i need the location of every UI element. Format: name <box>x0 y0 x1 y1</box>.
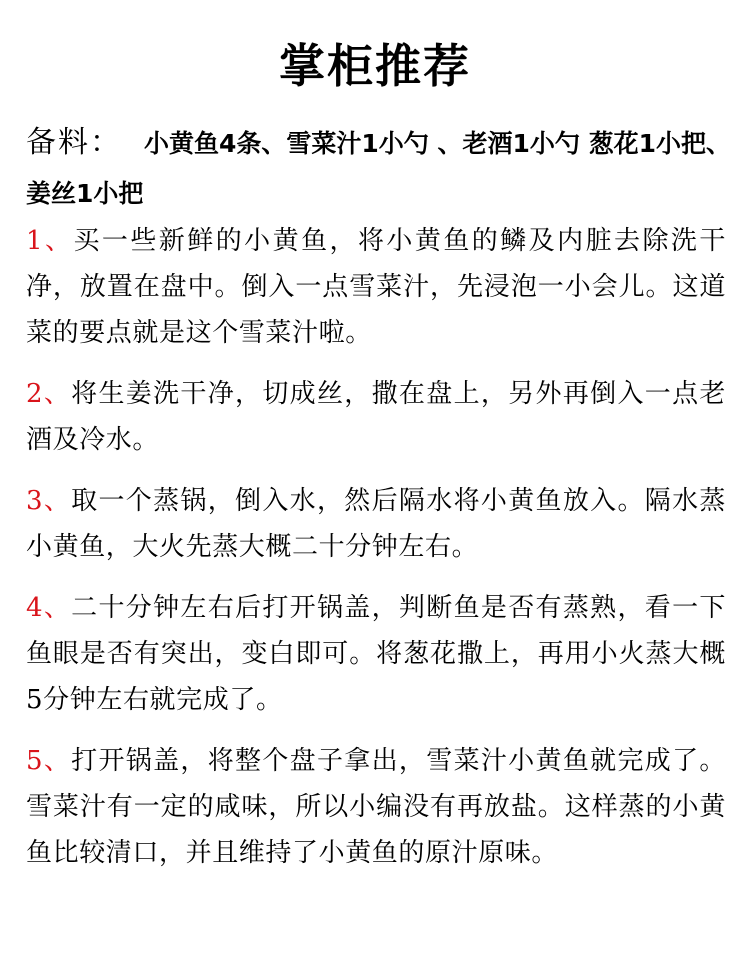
step-2 <box>26 371 726 463</box>
ingredients-section <box>26 118 731 219</box>
step-5 <box>26 738 726 876</box>
steps-list <box>26 218 726 891</box>
ingredients-list: 小黄鱼4条、雪菜汁1小勺 、老酒1小勺 葱花1小把、姜丝1小把 <box>26 129 731 208</box>
step-text: 买一些新鲜的小黄鱼，将小黄鱼的鳞及内脏去除洗干净，放置在盘中。倒入一点雪菜汁，先浸泡一小会儿。这道菜的要点就是这个雪菜汁啦。 <box>26 226 726 348</box>
page-title: 掌柜推荐 <box>279 39 471 93</box>
step-number: 4、 <box>26 593 72 623</box>
step-4 <box>26 585 726 723</box>
step-number: 1、 <box>26 226 74 256</box>
step-number: 5、 <box>26 746 72 776</box>
step-text: 取一个蒸锅，倒入水，然后隔水将小黄鱼放入。隔水蒸小黄鱼，大火先蒸大概二十分钟左右。 <box>26 486 726 562</box>
step-1 <box>26 218 726 356</box>
step-number: 2、 <box>26 379 72 409</box>
step-text: 二十分钟左右后打开锅盖，判断鱼是否有蒸熟，看一下鱼眼是否有突出，变白即可。将葱花撒上，再用小火蒸大概5分钟左右就完成了。 <box>26 593 726 715</box>
step-text: 将生姜洗干净，切成丝，撒在盘上，另外再倒入一点老酒及冷水。 <box>26 379 726 455</box>
step-number: 3、 <box>26 486 72 516</box>
step-3 <box>26 478 726 570</box>
step-text: 打开锅盖，将整个盘子拿出，雪菜汁小黄鱼就完成了。雪菜汁有一定的咸味，所以小编没有再放盐。这样蒸的小黄鱼比较清口，并且维持了小黄鱼的原汁原味。 <box>26 746 726 868</box>
ingredients-label: 备料： <box>26 125 122 160</box>
